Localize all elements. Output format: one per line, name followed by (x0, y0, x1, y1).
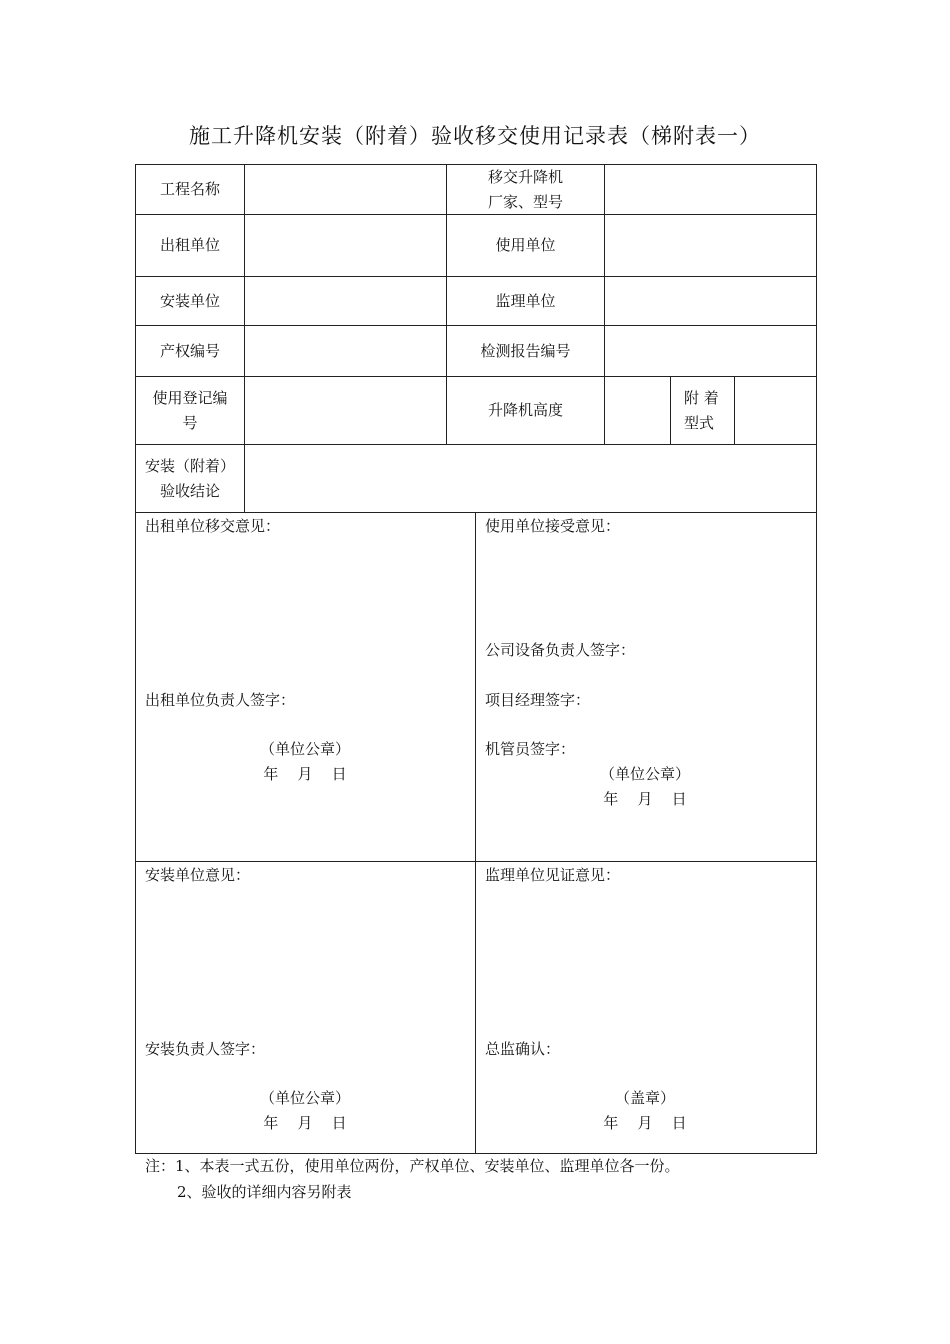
property-no-field[interactable] (245, 326, 446, 376)
supervisor-date: 年 月 日 (603, 1114, 687, 1132)
label-hoist-height: 升降机高度 (487, 401, 563, 419)
note-2: 2、验收的详细内容另附表 (177, 1183, 352, 1201)
lessor-sign-label: 出租单位负责人签字： (145, 691, 296, 709)
label-property-no: 产权编号 (159, 341, 220, 360)
company-equipment-sign-label: 公司设备负责人签字： (485, 641, 636, 659)
supervisor-opinion-heading: 监理单位见证意见： (485, 866, 621, 884)
installer-unit-seal: （单位公章） (259, 1089, 350, 1107)
user-unit-field[interactable] (605, 215, 816, 276)
chief-supervisor-confirm-label: 总监确认： (485, 1040, 561, 1058)
manufacturer-model-field[interactable] (605, 165, 816, 214)
machine-admin-sign-label: 机管员签字： (485, 740, 576, 758)
test-report-no-field[interactable] (605, 326, 816, 376)
label-installer: 安装单位 (159, 291, 220, 310)
row-divider (135, 861, 817, 862)
hoist-height-field[interactable] (605, 377, 670, 444)
note-1: 注：1、本表一式五份，使用单位两份，产权单位、安装单位、监理单位各一份。 (145, 1157, 680, 1175)
installer-date: 年 月 日 (263, 1114, 347, 1132)
row-divider (135, 512, 817, 513)
supervisor-field[interactable] (605, 277, 816, 325)
label-attachment-type: 附 着 型式 (684, 388, 719, 432)
supervisor-seal: （盖章） (614, 1089, 675, 1107)
project-name-field[interactable] (245, 165, 446, 214)
label-supervisor: 监理单位 (495, 291, 556, 310)
user-opinion-heading: 使用单位接受意见： (485, 517, 621, 535)
attachment-type-field[interactable] (735, 377, 816, 444)
lessor-opinion-heading: 出租单位移交意见： (145, 517, 281, 535)
label-user-unit: 使用单位 (495, 236, 556, 254)
lessor-unit-seal: （单位公章） (259, 740, 350, 758)
page-title: 施工升降机安装（附着）验收移交使用记录表（梯附表一） (189, 124, 761, 148)
lessor-field[interactable] (245, 215, 446, 276)
installer-opinion-heading: 安装单位意见： (145, 866, 251, 884)
label-acceptance-conclusion: 安装（附着） 验收结论 (144, 456, 235, 500)
acceptance-conclusion-field[interactable] (245, 445, 816, 512)
label-project-name: 工程名称 (159, 180, 220, 198)
label-test-report-no: 检测报告编号 (480, 341, 571, 360)
project-manager-sign-label: 项目经理签字： (485, 691, 591, 709)
label-lessor: 出租单位 (159, 236, 220, 254)
installer-sign-label: 安装负责人签字： (145, 1040, 266, 1058)
installer-field[interactable] (245, 277, 446, 325)
col-divider (475, 512, 476, 1154)
lessor-date: 年 月 日 (263, 765, 347, 783)
registration-no-field[interactable] (245, 377, 446, 444)
label-registration-no: 使用登记编 号 (152, 388, 228, 432)
user-date: 年 月 日 (603, 790, 687, 808)
user-unit-seal: （单位公章） (599, 765, 690, 783)
label-handover-manufacturer-model: 移交升降机 厂家、型号 (487, 167, 563, 211)
